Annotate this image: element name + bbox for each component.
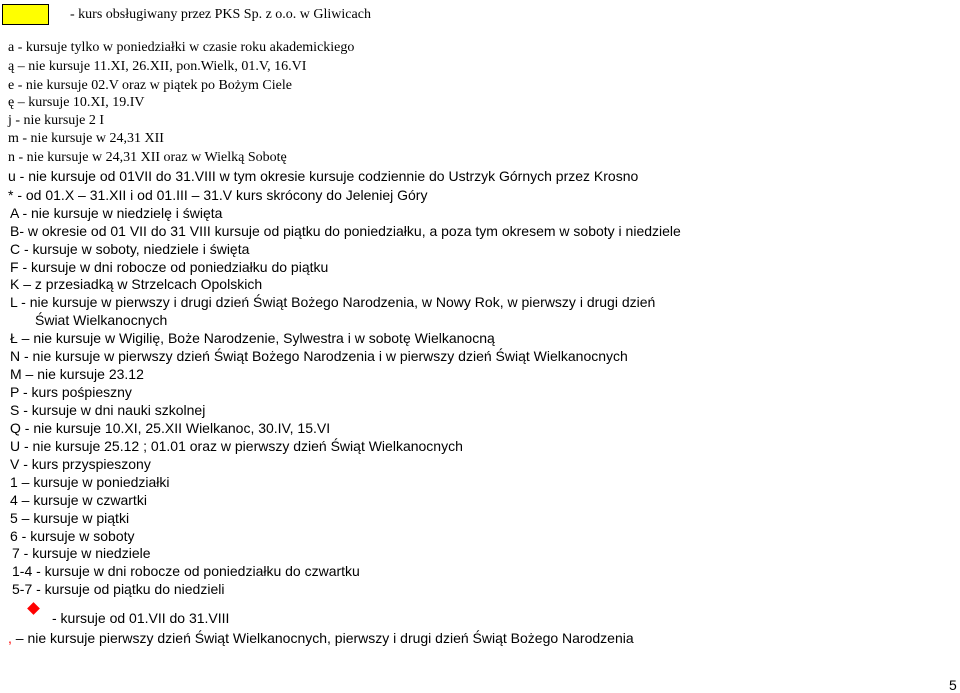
legend-line-star: * - od 01.X – 31.XII i od 01.III – 31.V kurs skrócony do Jeleniej Góry xyxy=(8,187,428,203)
legend-line-Q: Q - nie kursuje 10.XI, 25.XII Wielkanoc, 30.IV, 15.VI xyxy=(10,420,331,436)
legend-line-L-cont: Świat Wielkanocnych xyxy=(35,312,168,328)
legend-line-e-ogonek: ę – kursuje 10.XI, 19.IV xyxy=(8,95,145,110)
legend-line-B: B- w okresie od 01 VII do 31 VIII kursuje od piątku do poniedziałku, a poza tym okresem w soboty i niedziele xyxy=(10,223,681,239)
legend-line-comma-text: – nie kursuje pierwszy dzień Świąt Wielkanocnych, pierwszy i drugi dzień Świąt Bożego Narodzenia xyxy=(15,630,634,646)
legend-line-6: 6 - kursuje w soboty xyxy=(10,528,135,544)
legend-line-5: 5 – kursuje w piątki xyxy=(10,510,130,526)
legend-line-n: n - nie kursuje w 24,31 XII oraz w Wielką Sobotę xyxy=(8,150,287,165)
legend-line-C: C - kursuje w soboty, niedziele i święta xyxy=(10,241,250,257)
red-diamond-icon xyxy=(27,602,40,615)
legend-line-1: 1 – kursuje w poniedziałki xyxy=(10,474,170,490)
legend-line-j: j - nie kursuje 2 I xyxy=(8,113,105,128)
legend-line-1-4: 1-4 - kursuje w dni robocze od poniedziałku do czwartku xyxy=(12,563,360,579)
legend-line-P: P - kurs pośpieszny xyxy=(10,384,132,400)
legend-line-5-7: 5-7 - kursuje od piątku do niedzieli xyxy=(12,581,225,597)
legend-line-a-ogonek: ą – nie kursuje 11.XI, 26.XII, pon.Wielk, 01.V, 16.VI xyxy=(8,59,307,74)
page-number: 5 xyxy=(949,677,957,693)
legend-line-L-stroke: Ł – nie kursuje w Wigilię, Boże Narodzenie, Sylwestra i w sobotę Wielkanocną xyxy=(10,330,495,346)
red-comma-symbol: , xyxy=(8,630,12,646)
legend-line-N: N - nie kursuje w pierwszy dzień Świąt Bożego Narodzenia i w pierwszy dzień Świąt Wielkanocnych xyxy=(10,348,628,364)
legend-line-S: S - kursuje w dni nauki szkolnej xyxy=(10,402,206,418)
legend-line-diamond: - kursuje od 01.VII do 31.VIII xyxy=(52,610,230,626)
legend-line-e: e - nie kursuje 02.V oraz w piątek po Bożym Ciele xyxy=(8,78,292,93)
legend-line-U: U - nie kursuje 25.12 ; 01.01 oraz w pierwszy dzień Świąt Wielkanocnych xyxy=(10,438,463,454)
legend-line-a: a - kursuje tylko w poniedziałki w czasie roku akademickiego xyxy=(8,40,355,55)
legend-line-comma xyxy=(8,630,634,646)
legend-header: - kurs obsługiwany przez PKS Sp. z o.o. w Gliwicach xyxy=(70,7,371,22)
legend-line-M: M – nie kursuje 23.12 xyxy=(10,366,144,382)
legend-line-A: A - nie kursuje w niedzielę i święta xyxy=(10,205,223,221)
legend-line-4: 4 – kursuje w czwartki xyxy=(10,492,147,508)
legend-line-V: V - kurs przyspieszony xyxy=(10,456,151,472)
legend-line-m: m - nie kursuje w 24,31 XII xyxy=(8,131,164,146)
yellow-legend-box xyxy=(2,4,49,25)
legend-line-K: K – z przesiadką w Strzelcach Opolskich xyxy=(10,276,263,292)
legend-line-u: u - nie kursuje od 01VII do 31.VIII w tym okresie kursuje codziennie do Ustrzyk Górnych przez Krosno xyxy=(8,168,639,184)
legend-line-7: 7 - kursuje w niedziele xyxy=(12,545,151,561)
legend-line-F: F - kursuje w dni robocze od poniedziałku do piątku xyxy=(10,259,329,275)
legend-line-L: L - nie kursuje w pierwszy i drugi dzień Świąt Bożego Narodzenia, w Nowy Rok, w pierwszy i drugi dzień xyxy=(10,294,656,310)
